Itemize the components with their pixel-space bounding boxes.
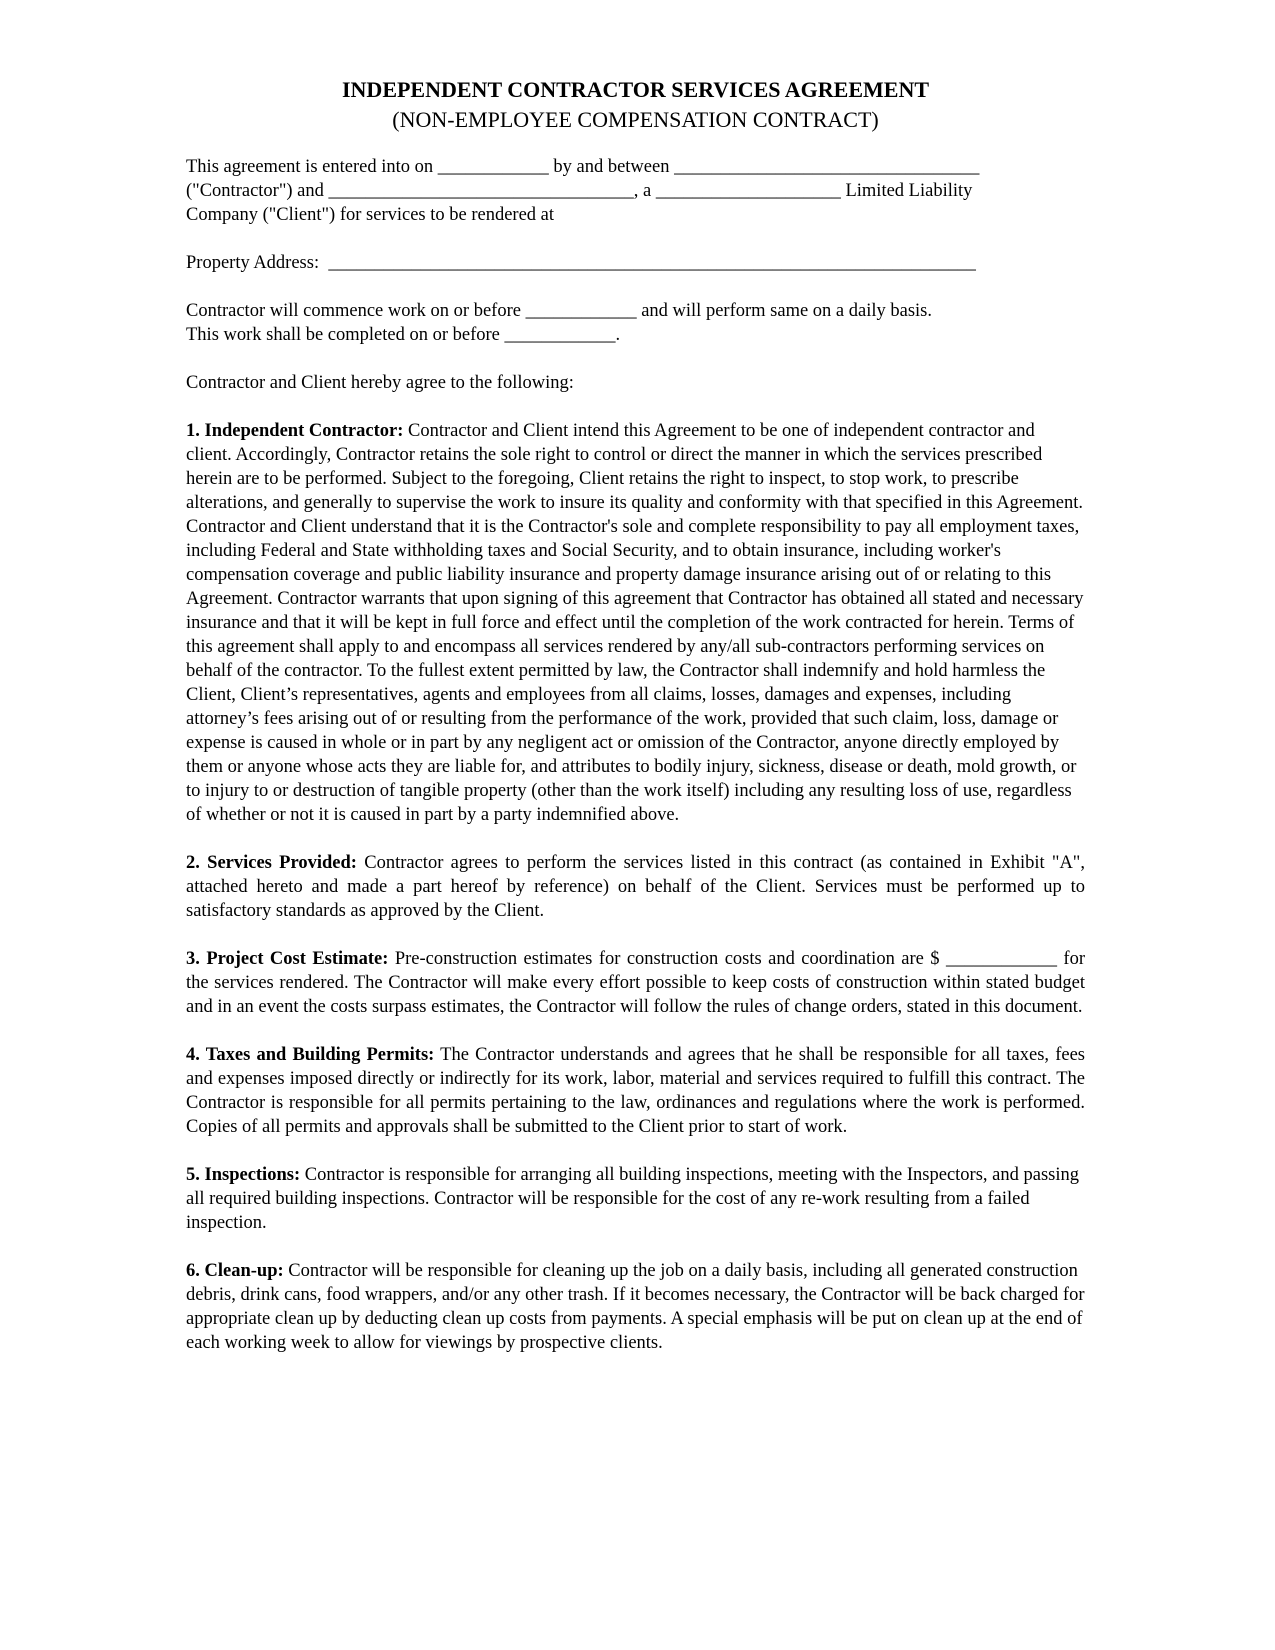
section-heading: 1. Independent Contractor:: [186, 421, 404, 441]
intro-line-1: [186, 155, 1085, 179]
section-body: The Contractor understands and agrees that he shall be responsible for all taxes, fees and expenses imposed directly or indirectly for its work, labor, material and services required to fulfill this contract. The Contractor is responsible for all permits pertaining to the law, ordinances and regulations where the work is performed. Copies of all permits and approvals shall be submitted to the Client prior to start of work.: [186, 1045, 1086, 1137]
section-body: Contractor will be responsible for cleaning up the job on a daily basis, including all generated construction debris, drink cans, food wrappers, and/or any other trash. If it becomes necessary, the Contractor will be back charged for appropriate clean up by deducting clean up costs from payments. A special emphasis will be put on clean up at the end of each working week to allow for viewings by prospective clients.: [186, 1261, 1085, 1353]
property-address-label: Property Address:: [186, 253, 320, 273]
agreement-statement: Contractor and Client hereby agree to the following:: [186, 373, 574, 393]
section-services-provided: [186, 851, 1085, 923]
intro-line-3: Company ("Client") for services to be rendered at: [186, 205, 555, 225]
schedule-text: This work shall be completed on or before: [186, 325, 505, 345]
section-heading: 4. Taxes and Building Permits:: [186, 1045, 435, 1065]
schedule-paragraph: [186, 299, 1085, 347]
intro-line-2: [186, 179, 1085, 203]
schedule-text: Contractor will commence work on or before: [186, 301, 526, 321]
intro-text: by and between: [548, 157, 675, 177]
intro-text: , a: [633, 181, 656, 201]
section-clean-up: [186, 1259, 1085, 1355]
schedule-line-2: [186, 323, 1085, 347]
section-heading: 2. Services Provided:: [186, 853, 357, 873]
section-heading: 6. Clean-up:: [186, 1261, 284, 1281]
intro-paragraph: [186, 155, 1085, 227]
end-date-blank: ____________: [504, 325, 616, 345]
section-heading: 3. Project Cost Estimate:: [186, 949, 389, 969]
section-independent-contractor: [186, 419, 1085, 827]
intro-text: This agreement is entered into on: [186, 157, 438, 177]
section-heading: 5. Inspections:: [186, 1165, 301, 1185]
property-address-blank: ______________________________________________________________________: [328, 253, 976, 273]
start-date-blank: ____________: [525, 301, 637, 321]
document-title: INDEPENDENT CONTRACTOR SERVICES AGREEMENT: [341, 77, 930, 102]
section-project-cost-estimate: [186, 947, 1085, 1019]
client-name-blank: _________________________________: [328, 181, 634, 201]
section-body: Contractor agrees to perform the services listed in this contract (as contained in Exhibit "A", attached hereto and made a part hereof by reference) on behalf of the Client. Services must be performed up to satisfactory standards as approved by the Client.: [186, 853, 1085, 921]
contractor-name-blank: _________________________________: [674, 157, 980, 177]
section-body: Contractor is responsible for arranging all building inspections, meeting with the Inspectors, and passing all required building inspections. Contractor will be responsible for the cost of any re-work resulting from a failed inspection.: [186, 1165, 1080, 1233]
intro-text: ("Contractor") and: [186, 181, 329, 201]
document-subtitle: (NON-EMPLOYEE COMPENSATION CONTRACT): [392, 107, 879, 132]
schedule-text: and will perform same on a daily basis.: [636, 301, 932, 321]
intro-text: Limited Liability: [840, 181, 973, 201]
property-address-line: [186, 251, 1085, 275]
section-body: Pre-construction estimates for construction costs and coordination are $ ____________ for the services rendered. The Contractor will make every effort possible to keep costs of construction within stated budget and in an event the costs surpass estimates, the Contractor will follow the rules of change orders, stated in this document.: [186, 949, 1085, 1017]
section-taxes-and-permits: [186, 1043, 1085, 1139]
client-state-blank: ____________________: [655, 181, 841, 201]
agreement-date-blank: ____________: [437, 157, 549, 177]
schedule-line-1: [186, 299, 1085, 323]
section-body: Contractor and Client intend this Agreement to be one of independent contractor and client. Accordingly, Contractor retains the sole right to control or direct the manner in which the services prescribed herein are to be performed. Subject to the foregoing, Client retains the right to inspect, to stop work, to prescribe alterations, and generally to supervise the work to insure its quality and conformity with that specified in this Agreement. Contractor and Client understand that it is the Contractor's sole and complete responsibility to pay all employment taxes, including Federal and State withholding taxes and Social Security, and to obtain insurance, including worker's compensation coverage and public liability insurance and property damage insurance arising out of or relating to this Agreement. Contractor warrants that upon signing of this agreement that Contractor has obtained all stated and necessary insurance and that it will be kept in full force and effect until the completion of the work contracted for herein. Terms of this agreement shall apply to and encompass all services rendered by any/all sub-contractors performing services on behalf of the contractor. To the fullest extent permitted by law, the Contractor shall indemnify and hold harmless the Client, Client’s representatives, agents and employees from all claims, losses, damages and expenses, including attorney’s fees arising out of or resulting from the performance of the work, provided that such claim, loss, damage or expense is caused in whole or in part by any negligent act or omission of the Contractor, anyone directly employed by them or anyone whose acts they are liable for, and attributes to bodily injury, sickness, disease or death, mold growth, or to injury to or destruction of tangible property (other than the work itself) including any resulting loss of use, regardless of whether or not it is caused in part by a party indemnified above.: [186, 421, 1084, 825]
section-inspections: [186, 1163, 1085, 1235]
schedule-text: .: [615, 325, 621, 345]
